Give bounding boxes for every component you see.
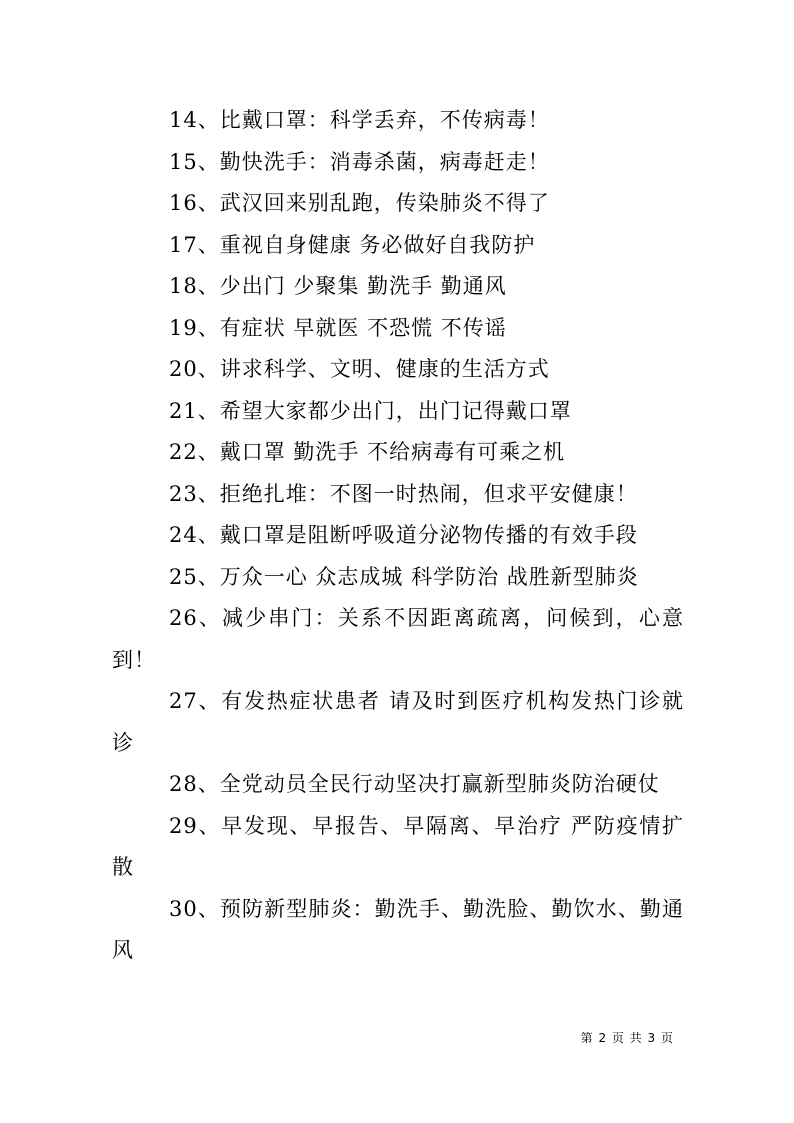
slogan-line-19: 19、有症状 早就医 不恐慌 不传谣: [169, 315, 507, 340]
slogan-line-17: 17、重视自身健康 务必做好自我防护: [169, 232, 536, 257]
slogan-line-29: 29、早发现、早报告、早隔离、早治疗 严防疫情扩散: [112, 813, 684, 879]
slogan-line-21: 21、希望大家都少出门，出门记得戴口罩: [169, 398, 572, 423]
slogan-line-14: 14、比戴口罩：科学丢弃，不传病毒！: [169, 108, 550, 132]
slogan-line-16: 16、武汉回来别乱跑，传染肺炎不得了: [169, 191, 550, 215]
slogan-line-18: 18、少出门 少聚集 勤洗手 勤通风: [169, 274, 507, 298]
slogan-list: [112, 100, 684, 972]
slogan-line-30: 30、预防新型肺炎：勤洗手、勤洗脸、勤饮水、勤通风: [112, 896, 684, 962]
slogan-line-15: 15、勤快洗手：消毒杀菌，病毒赶走！: [169, 149, 550, 174]
slogan-line-24: 24、戴口罩是阻断呼吸道分泌物传播的有效手段: [169, 523, 638, 547]
slogan-line-28: 28、全党动员全民行动坚决打赢新型肺炎防治硬仗: [169, 772, 660, 796]
slogan-line-22: 22、戴口罩 勤洗手 不给病毒有可乘之机: [169, 440, 566, 464]
slogan-line-26: 26、减少串门：关系不因距离疏离，问候到，心意到！: [112, 606, 684, 672]
slogan-line-23: 23、拒绝扎堆：不图一时热闹，但求平安健康！: [169, 481, 638, 506]
slogan-line-20: 20、讲求科学、文明、健康的生活方式: [169, 357, 550, 381]
slogan-line-25: 25、万众一心 众志成城 科学防治 战胜新型肺炎: [169, 564, 639, 589]
page-number-footer: 第 2 页 共 3 页: [580, 1031, 674, 1045]
slogan-line-27: 27、有发热症状患者 请及时到医疗机构发热门诊就诊: [112, 689, 684, 755]
